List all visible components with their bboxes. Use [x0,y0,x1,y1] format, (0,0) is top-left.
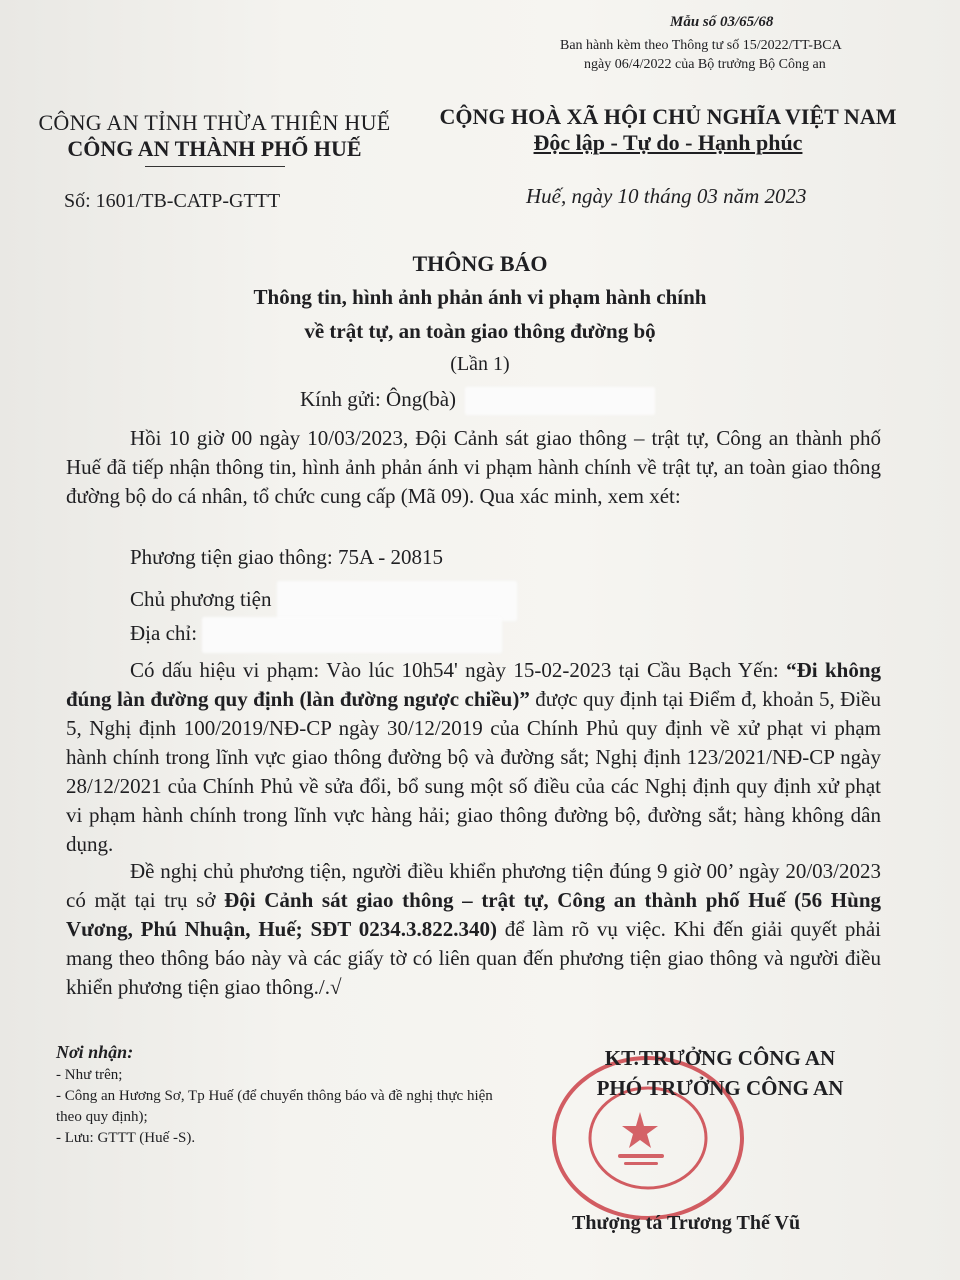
nation-motto: Độc lập - Tự do - Hạnh phúc [533,130,803,155]
violation-description: “Đi không đúng làn đường quy định (làn đường ngược chiều)” [66,658,881,711]
form-issued-line2: ngày 06/4/2022 của Bộ trưởng Bộ Công an [584,57,826,72]
document-title: THÔNG BÁO [412,251,548,276]
violation-legal-basis: được quy định tại Điểm đ, khoản 5, Điều 5, Nghị định 100/2019/NĐ-CP ngày 30/12/2019 của Chính Phủ quy định về xử phạt vi phạm hành chính trong lĩnh vực giao thông đường bộ và đường sắt; Nghị định 123/2021/NĐ-CP ngày 28/12/2021 của Chính Phủ về sửa đổi, bổ sung một số điều của các Nghị định quy định xử phạt vi phạm hành chính trong lĩnh vực hàng hải; giao thông đường bộ, đường sắt; hàng không dân dụng. [66,687,881,856]
form-code: Mẫu số 03/65/68 [670,14,774,30]
signer-role-line2: PHÓ TRƯỞNG CÔNG AN [596,1076,844,1100]
subtitle-line2: về trật tự, an toàn giao thông đường bộ [304,319,656,343]
signer-name: Thượng tá Trương Thế Vũ [572,1212,801,1234]
recipient-line [300,387,655,415]
request-paragraph [66,857,881,1002]
address-label: Địa chỉ: [130,620,203,645]
recipient-item: - Như trên; [56,1067,123,1083]
redacted-address [202,617,502,653]
national-motto [418,104,918,156]
address-line [130,617,502,653]
form-issued-note [560,36,920,74]
recipient-item: - Công an Hương Sơ, Tp Huế (để chuyển thông báo và đề nghị thực hiện theo quy định); [56,1088,493,1125]
recipients-block [56,1042,496,1149]
handwritten-initial-mark: √ [329,975,342,999]
signer-role-line1: KT.TRƯỞNG CÔNG AN [604,1046,836,1070]
nation-name: CỘNG HOÀ XÃ HỘI CHỦ NGHĨA VIỆT NAM [439,104,897,129]
recipient-item: - Lưu: GTTT (Huế -S). [56,1130,196,1146]
subtitle-line1: Thông tin, hình ảnh phản ánh vi phạm hành chính [253,285,707,309]
owner-label: Chủ phương tiện [130,586,272,611]
vehicle-plate-line: Phương tiện giao thông: 75A - 20815 [130,545,443,569]
violation-intro: Có dấu hiệu vi phạm: Vào lúc 10h54' ngày 15-02-2023 tại Cầu Bạch Yến: [130,658,779,682]
agency-province: CÔNG AN TỈNH THỪA THIÊN HUẾ [38,110,391,135]
recipient-label: Kính gửi: Ông(bà) [300,387,457,411]
redacted-recipient-name [465,387,655,415]
request-text-a: Đề nghị chủ phương tiện, người điều khiển phương tiện đúng 9 giờ 00’ ngày 20/03/2023 có mặt tại trụ sở [66,859,881,912]
owner-line [130,581,517,621]
document-subtitle [0,280,960,348]
redacted-owner-name [277,581,517,621]
intro-paragraph: Hồi 10 giờ 00 ngày 10/03/2023, Đội Cảnh sát giao thông – trật tự, Công an thành phố Huế đã tiếp nhận thông tin, hình ảnh phản ánh vi phạm hành chính về trật tự, an toàn giao thông đường bộ do cá nhân, tổ chức cung cấp (Mã 09). Qua xác minh, xem xét: [66,426,881,508]
signature-block [560,1043,880,1103]
document-date: Huế, ngày 10 tháng 03 năm 2023 [526,184,807,208]
form-issued-line1: Ban hành kèm theo Thông tư số 15/2022/TT-BCA [560,38,842,53]
recipients-heading: Nơi nhận: [56,1042,134,1062]
request-office-address: Đội Cảnh sát giao thông – trật tự, Công an thành phố Huế (56 Hùng Vương, Phú Nhuận, Huế; SĐT 0234.3.822.340) [66,888,882,941]
issuing-agency [22,110,407,167]
document-number: Số: 1601/TB-CATP-GTTT [64,190,281,212]
agency-city: CÔNG AN THÀNH PHỐ HUẾ [67,136,362,161]
agency-underline [145,166,285,167]
request-text-b: để làm rõ vụ việc. Khi đến giải quyết phải mang theo thông báo này và các giấy tờ có liên quan đến phương tiện giao thông và người điều khiển phương tiện giao thông./. [66,917,881,999]
violation-paragraph [66,656,881,859]
iteration-label: (Lần 1) [450,353,510,375]
